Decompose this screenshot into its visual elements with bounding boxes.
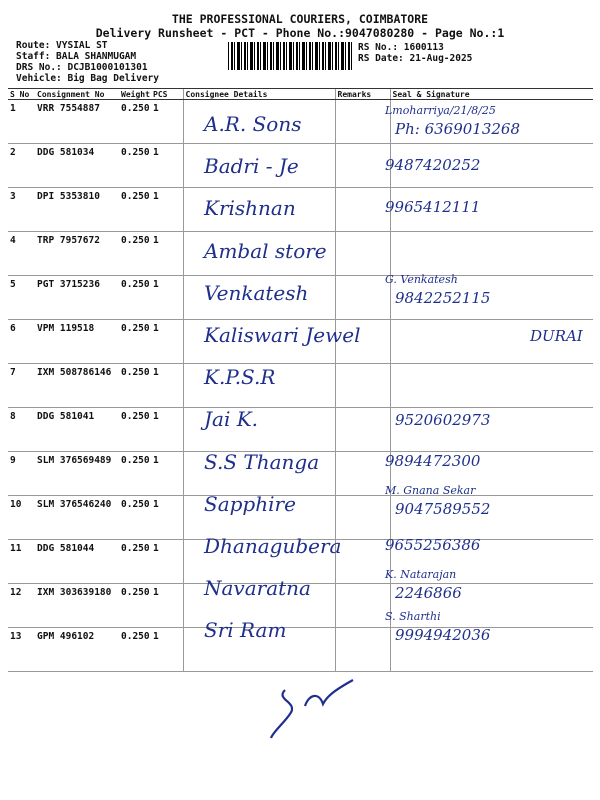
consignment-number: SLM 376569489 (35, 452, 119, 496)
weight-value: 0.250 (119, 144, 151, 188)
pcs-value: 1 (151, 584, 183, 628)
drs-label: DRS No.: DCJB1000101301 (16, 62, 148, 73)
consignment-number: TRP 7957672 (35, 232, 119, 276)
consignee-handwriting: Sapphire (204, 491, 296, 516)
seal-signature-line1: G. Venkatesh (385, 272, 458, 286)
consignment-number: SLM 376546240 (35, 496, 119, 540)
consignment-number: VPM 119518 (35, 320, 119, 364)
remarks-cell (335, 144, 390, 188)
remarks-cell (335, 540, 390, 584)
seal-signature-line1: 9965412111 (385, 198, 481, 217)
row-sno: 12 (8, 584, 35, 628)
weight-value: 0.250 (119, 584, 151, 628)
row-sno: 4 (8, 232, 35, 276)
consignee-handwriting: Jai K. (204, 407, 258, 432)
seal-cell (390, 364, 593, 408)
pcs-value: 1 (151, 540, 183, 584)
pcs-value: 1 (151, 364, 183, 408)
consignee-handwriting: Navaratna (204, 576, 311, 601)
consignment-number: IXM 303639180 (35, 584, 119, 628)
weight-value: 0.250 (119, 276, 151, 320)
row-sno: 11 (8, 540, 35, 584)
weight-value: 0.250 (119, 320, 151, 364)
pcs-value: 1 (151, 408, 183, 452)
pcs-value: 1 (151, 320, 183, 364)
runsheet-subtitle: Delivery Runsheet - PCT - Phone No.:9047080280 - Page No.:1 (95, 26, 505, 40)
pcs-value: 1 (151, 144, 183, 188)
pcs-value: 1 (151, 232, 183, 276)
weight-value: 0.250 (119, 496, 151, 540)
col-weight: Weight (121, 89, 150, 99)
vehicle-label: Vehicle: Big Bag Delivery (16, 73, 159, 84)
consignee-handwriting: Badri - Je (204, 154, 299, 179)
seal-signature-line1: 9894472300 (385, 451, 481, 470)
staff-label: Staff: BALA SHANMUGAM (16, 51, 137, 62)
table-row (8, 496, 593, 540)
remarks-cell (335, 408, 390, 452)
consignee-handwriting: Dhanagubera (204, 534, 342, 558)
row-sno: 13 (8, 628, 35, 672)
consignment-number: DPI 5353810 (35, 188, 119, 232)
pcs-value: 1 (151, 452, 183, 496)
col-pcs: PCS (151, 89, 183, 100)
weight-value: 0.250 (119, 452, 151, 496)
seal-signature-line2: 9842252115 (395, 288, 491, 307)
consignee-handwriting: Venkatesh (204, 280, 309, 305)
row-sno: 2 (8, 144, 35, 188)
weight-value: 0.250 (119, 408, 151, 452)
seal-signature-line2: 9994942036 (395, 626, 491, 645)
remarks-cell (335, 364, 390, 408)
consignment-number: VRR 7554887 (35, 100, 119, 144)
pcs-value: 1 (151, 100, 183, 144)
weight-value: 0.250 (119, 188, 151, 232)
row-sno: 6 (8, 320, 35, 364)
pcs-value: 1 (151, 188, 183, 232)
consignment-number: GPM 496102 (35, 628, 119, 672)
consignment-number: PGT 3715236 (35, 276, 119, 320)
table-row (8, 144, 593, 188)
consignment-number: DDG 581044 (35, 540, 119, 584)
table-row (8, 364, 593, 408)
table-header-row (8, 89, 593, 100)
seal-signature-line2: DURAI (530, 327, 583, 345)
weight-value: 0.250 (119, 100, 151, 144)
remarks-cell (335, 188, 390, 232)
remarks-cell (335, 584, 390, 628)
consignee-handwriting: Ambal store (204, 238, 327, 263)
consignee-handwriting: A.R. Sons (204, 112, 302, 136)
route-label: Route: VYSIAL ST (16, 40, 108, 51)
table-row (8, 408, 593, 452)
consignee-handwriting: K.P.S.R (204, 365, 276, 390)
weight-value: 0.250 (119, 364, 151, 408)
consignee-handwriting: Sri Ram (204, 618, 287, 643)
remarks-cell (335, 276, 390, 320)
row-sno: 8 (8, 408, 35, 452)
seal-signature-line1: Lmoharriya/21/8/25 (385, 104, 496, 117)
consignment-number: DDG 581041 (35, 408, 119, 452)
rs-number: RS No.: 1600113 (358, 42, 444, 53)
seal-signature-line1: K. Natarajan (385, 568, 457, 582)
consignee-handwriting: Kaliswari Jewel (204, 323, 361, 347)
consignee-handwriting: Krishnan (204, 196, 296, 221)
consignment-number: IXM 508786146 (35, 364, 119, 408)
col-consignment: Consignment No (35, 89, 119, 100)
remarks-cell (335, 496, 390, 540)
col-seal: Seal & Signature (390, 89, 593, 100)
seal-signature-line2: 2246866 (395, 584, 462, 603)
seal-signature-line1: M. Gnana Sekar (385, 483, 476, 497)
weight-value: 0.250 (119, 232, 151, 276)
row-sno: 5 (8, 276, 35, 320)
remarks-cell (335, 100, 390, 144)
seal-signature-line1: S. Sharthi (385, 610, 441, 624)
barcode (228, 42, 354, 70)
row-sno: 1 (8, 100, 35, 144)
seal-signature-line1: 9655256386 (385, 536, 481, 554)
company-title: THE PROFESSIONAL COURIERS, COIMBATORE (171, 12, 429, 26)
pcs-value: 1 (151, 628, 183, 672)
seal-signature-line2: 9520602973 (395, 411, 491, 430)
seal-cell (390, 232, 593, 276)
consignee-handwriting: S.S Thanga (204, 449, 320, 474)
col-consignee: Consignee Details (183, 89, 335, 100)
handwritten-signature (265, 672, 360, 742)
weight-value: 0.250 (119, 540, 151, 584)
remarks-cell (335, 452, 390, 496)
row-sno: 9 (8, 452, 35, 496)
pcs-value: 1 (151, 276, 183, 320)
seal-signature-line2: Ph: 6369013268 (395, 120, 521, 138)
weight-value: 0.250 (119, 628, 151, 672)
col-remarks: Remarks (335, 89, 390, 100)
remarks-cell (335, 232, 390, 276)
seal-signature-line2: 9047589552 (395, 499, 491, 518)
table-row (8, 188, 593, 232)
pcs-value: 1 (151, 496, 183, 540)
row-sno: 3 (8, 188, 35, 232)
table-row (8, 628, 593, 672)
remarks-cell (335, 628, 390, 672)
row-sno: 10 (8, 496, 35, 540)
col-sno: S No (8, 89, 35, 100)
consignment-number: DDG 581034 (35, 144, 119, 188)
row-sno: 7 (8, 364, 35, 408)
seal-signature-line1: 9487420252 (385, 156, 481, 175)
rs-date: RS Date: 21-Aug-2025 (358, 53, 473, 64)
